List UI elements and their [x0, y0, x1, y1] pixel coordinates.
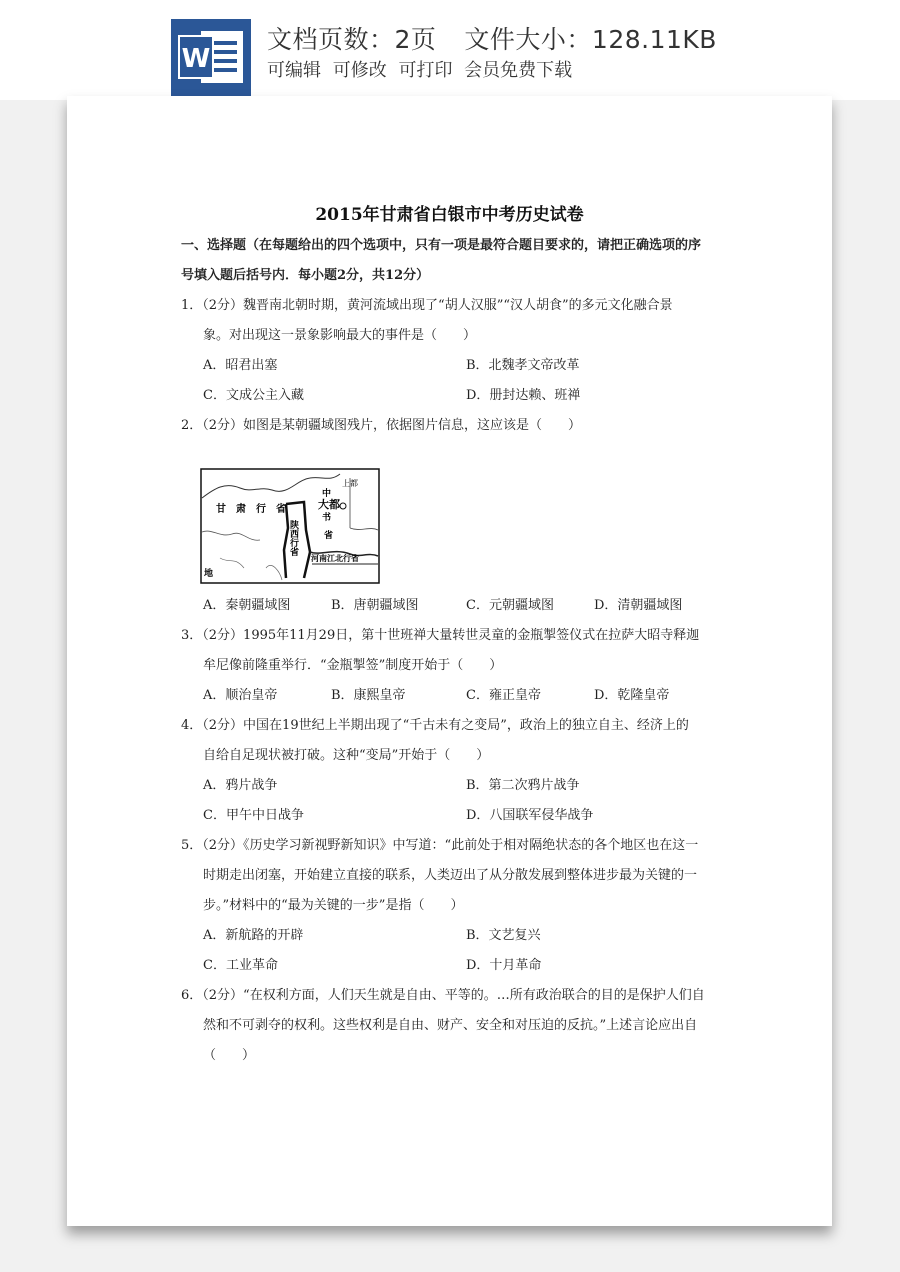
map-label-di: 地: [204, 569, 214, 579]
map-label-sheng: 省: [324, 531, 334, 541]
q1-option-b[interactable]: B．北魏孝文帝改革: [466, 358, 580, 373]
page-title: 2015年甘肃省白银市中考历史试卷: [315, 205, 584, 225]
q1-option-c[interactable]: C．文成公主入藏: [203, 388, 304, 403]
q3-option-b[interactable]: B．康熙皇帝: [331, 688, 406, 703]
q4-option-b[interactable]: B．第二次鸦片战争: [466, 778, 580, 793]
file-size: 文件大小：128.11KB: [464, 25, 717, 54]
map-label-zhong: 中: [322, 489, 332, 499]
map-label-henan: 河南江北行省: [311, 553, 359, 563]
feature-list: 可编辑 可修改 可打印 会员免费下载: [267, 60, 573, 81]
q1-option-d[interactable]: D．册封达赖、班禅: [466, 388, 581, 403]
q3-option-c[interactable]: C．雍正皇帝: [466, 688, 541, 703]
question-5-line-2: 时期走出闭塞，开始建立直接的联系，人类迈出了从分散发展到整体进步最为关键的一: [203, 868, 698, 883]
q4-option-c[interactable]: C．甲午中日战争: [203, 808, 304, 823]
territory-map-fragment: [200, 468, 380, 584]
q1-option-a[interactable]: A．昭君出塞: [203, 358, 278, 373]
page-count: 文档页数：2页: [267, 25, 437, 54]
word-document-icon: [171, 19, 251, 96]
q5-option-d[interactable]: D．十月革命: [466, 958, 542, 973]
question-6-line-1: 6．（2分）“在权利方面，人们天生就是自由、平等的。…所有政治联合的目的是保护人们自: [181, 988, 705, 1003]
question-3-line-2: 牟尼像前隆重举行．“金瓶掣签”制度开始于（ ）: [203, 658, 503, 673]
download-banner: [0, 0, 900, 100]
q5-option-b[interactable]: B．文艺复兴: [466, 928, 541, 943]
q5-option-a[interactable]: A．新航路的开辟: [203, 928, 304, 943]
section-heading: 一、选择题（在每题给出的四个选项中，只有一项是最符合题目要求的，请把正确选项的序: [181, 238, 702, 253]
map-label-gansu: 甘 肃 行 省: [216, 504, 286, 515]
question-1-line-2: 象。对出现这一景象影响最大的事件是（ ）: [203, 328, 477, 343]
map-label-shaanxi: 陕西行省: [288, 520, 298, 556]
q2-option-d[interactable]: D．清朝疆域图: [594, 598, 683, 613]
question-6-line-2: 然和不可剥夺的权利。这些权利是自由、财产、安全和对压迫的反抗。”上述言论应出自: [203, 1018, 698, 1033]
map-label-shu: 书: [322, 513, 332, 523]
document-page: [67, 96, 832, 1226]
q4-option-a[interactable]: A．鸦片战争: [203, 778, 278, 793]
question-4-line-2: 自给自足现状被打破。这种“变局”开始于（ ）: [203, 748, 490, 763]
section-heading-cont: 号填入题后括号内．每小题2分，共12分）: [181, 268, 430, 283]
word-icon-letter: W: [181, 44, 211, 74]
question-6-line-3: （ ）: [203, 1048, 256, 1063]
map-label-shangdu: 上都: [342, 479, 358, 488]
question-5-line-3: 步。”材料中的“最为关键的一步”是指（ ）: [203, 898, 464, 913]
q5-option-c[interactable]: C．工业革命: [203, 958, 278, 973]
question-2-line-1: 2．（2分）如图是某朝疆域图残片，依据图片信息，这应该是（ ）: [181, 418, 582, 433]
question-3-line-1: 3．（2分）1995年11月29日，第十世班禅大量转世灵童的金瓶掣签仪式在拉萨大昭寺释迦: [181, 628, 700, 643]
map-label-dadu: 大都: [318, 498, 340, 511]
question-1-line-1: 1．（2分）魏晋南北朝时期，黄河流域出现了“胡人汉服”“汉人胡食”的多元文化融合景: [181, 298, 673, 313]
q3-option-d[interactable]: D．乾隆皇帝: [594, 688, 670, 703]
question-4-line-1: 4．（2分）中国在19世纪上半期出现了“千古未有之变局”，政治上的独立自主、经济上的: [181, 718, 689, 733]
question-5-line-1: 5．（2分）《历史学习新视野新知识》中写道：“此前处于相对隔绝状态的各个地区也在这一: [181, 838, 699, 853]
q3-option-a[interactable]: A．顺治皇帝: [203, 688, 278, 703]
q2-option-c[interactable]: C．元朝疆域图: [466, 598, 554, 613]
file-info: [267, 20, 717, 56]
q2-option-a[interactable]: A．秦朝疆域图: [203, 598, 291, 613]
q4-option-d[interactable]: D．八国联军侵华战争: [466, 808, 594, 823]
q2-option-b[interactable]: B．唐朝疆域图: [331, 598, 419, 613]
